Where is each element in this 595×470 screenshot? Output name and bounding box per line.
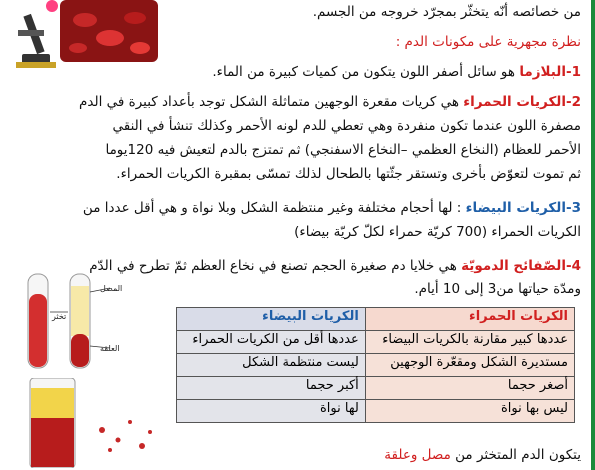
rbc-wbc-comparison-table [176,307,575,423]
rbc-paragraph-line3: الأحمر للعظام (النخاع العظمي –النخاع الاسفنجي) ثم تمتزج بالدم لتعيش فيه 120يوما [105,142,581,158]
header-rbc: الكريات الحمراء [365,308,574,331]
clotted-label: تخثر [52,312,67,321]
separated-blood-tube [20,378,85,468]
table-row [177,400,575,423]
clotted-blood-sentence: يتكون الدم المتخثر من مصل وعلقة [384,447,581,463]
serum-label: المصل [100,284,123,293]
plasma-title: 1-البلازما [519,64,581,80]
table-cell-rbc: ليس بها نواة [365,400,574,423]
rbc-title: 2-الكريات الحمراء [463,94,581,110]
rbc-paragraph-line2: مصفرة اللون عندما تكون منفردة وهي تعطي للدم لونه الأحمر وكذلك تنشأ في النقي [112,118,581,134]
header-wbc: الكريات البيضاء [177,308,366,331]
table-cell-wbc: عددها أقل من الكريات الحمراء [177,331,366,354]
plasma-paragraph: 1-البلازما هو سائل أصفر اللون يتكون من كميات كبيرة من الماء. [212,64,581,80]
table-row [177,331,575,354]
platelets-paragraph-line1: 4-الصّفائح الدمويّة هي خلايا دم صغيرة الحجم تصنع في نخاع العظم ثمّ تطرح في الدّم [89,258,581,274]
serum-and-clot-highlight: مصل وعلقة [384,447,451,463]
table-row [177,354,575,377]
table-cell-rbc: عددها كبير مقارنة بالكريات البيضاء [365,331,574,354]
rbc-paragraph-line1: 2-الكريات الحمراء هي كريات مقعرة الوجهين متماثلة الشكل توجد بأعداد كبيرة في الدم [79,94,581,110]
table-cell-wbc: ليست منتظمة الشكل [177,354,366,377]
table-header-row [177,308,575,331]
table-row [177,377,575,400]
platelets-paragraph-line2: ومدّة حياتها من3 إلى 10 أيام. [414,281,581,297]
blood-cells-scatter-image [90,390,160,460]
table-cell-rbc: أصغر حجما [365,377,574,400]
section-heading: نظرة مجهرية على مكونات الدم : [395,34,581,50]
rbc-paragraph-line4: ثم تموت لتعوّض بأخرى وتستقر جثّتها بالطحال لذلك تمسّى بمقبرة الكريات الحمراء. [116,166,581,182]
wbc-paragraph-line2: الكريات الحمراء (700 كريّة حمراء لكلّ كريّة بيضاء) [294,224,581,240]
table-cell-rbc: مستديرة الشكل ومقعّرة الوجهين [365,354,574,377]
microscope-blood-cells-illustration [0,0,160,80]
intro-text: من خصائصه أنّه يتخثّر بمجرّد خروجه من الجسم. [312,4,581,20]
wbc-title: 3-الكريات البيضاء [465,200,581,216]
clot-label: العلقة [100,344,120,353]
platelets-title: 4-الصّفائح الدمويّة [461,258,581,274]
table-cell-wbc: أكبر حجما [177,377,366,400]
wbc-paragraph-line1: 3-الكريات البيضاء : لها أحجام مختلفة وغير منتظمة الشكل وبلا نواة و هي أقل عددا من [82,200,581,216]
table-cell-wbc: لها نواة [177,400,366,423]
